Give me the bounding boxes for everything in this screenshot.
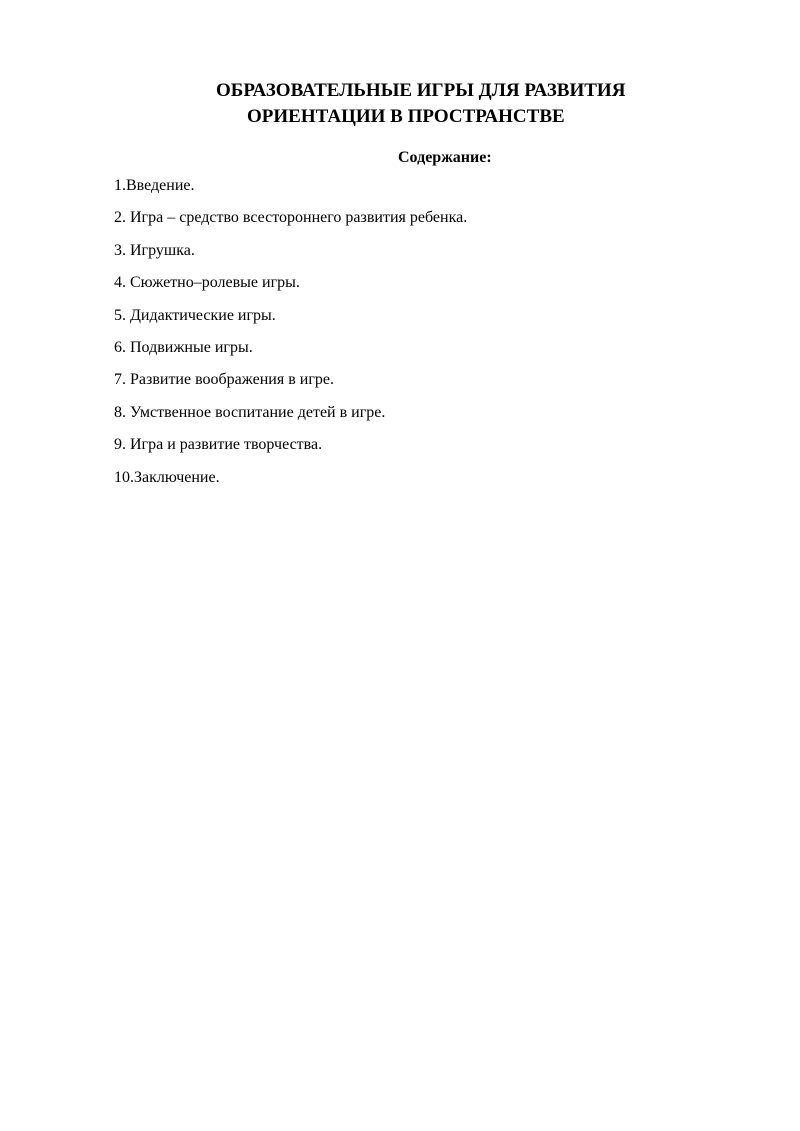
toc-heading: Содержание:	[398, 149, 492, 166]
document-title	[114, 78, 794, 130]
toc-item: 4. Сюжетно–ролевые игры.	[114, 274, 300, 292]
title-line-2: ОРИЕНТАЦИИ В ПРОСТРАНСТВЕ	[247, 106, 565, 127]
toc-item: 6. Подвижные игры.	[114, 339, 253, 357]
toc-item: 1.Введение.	[114, 177, 195, 194]
toc-item: 7. Развитие воображения в игре.	[114, 371, 334, 389]
toc-list	[114, 170, 467, 494]
toc-item: 2. Игра – средство всестороннего развития ребенка.	[114, 209, 468, 227]
toc-item: 8. Умственное воспитание детей в игре.	[114, 403, 386, 421]
toc-item: 10.Заключение.	[114, 468, 220, 486]
toc-item: 5. Дидактические игры.	[114, 306, 276, 324]
toc-item: 3. Игрушка.	[114, 241, 195, 259]
title-line-1: ОБРАЗОВАТЕЛЬНЫЕ ИГРЫ ДЛЯ РАЗВИТИЯ	[216, 80, 626, 101]
toc-item: 9. Игра и развитие творчества.	[114, 436, 323, 454]
